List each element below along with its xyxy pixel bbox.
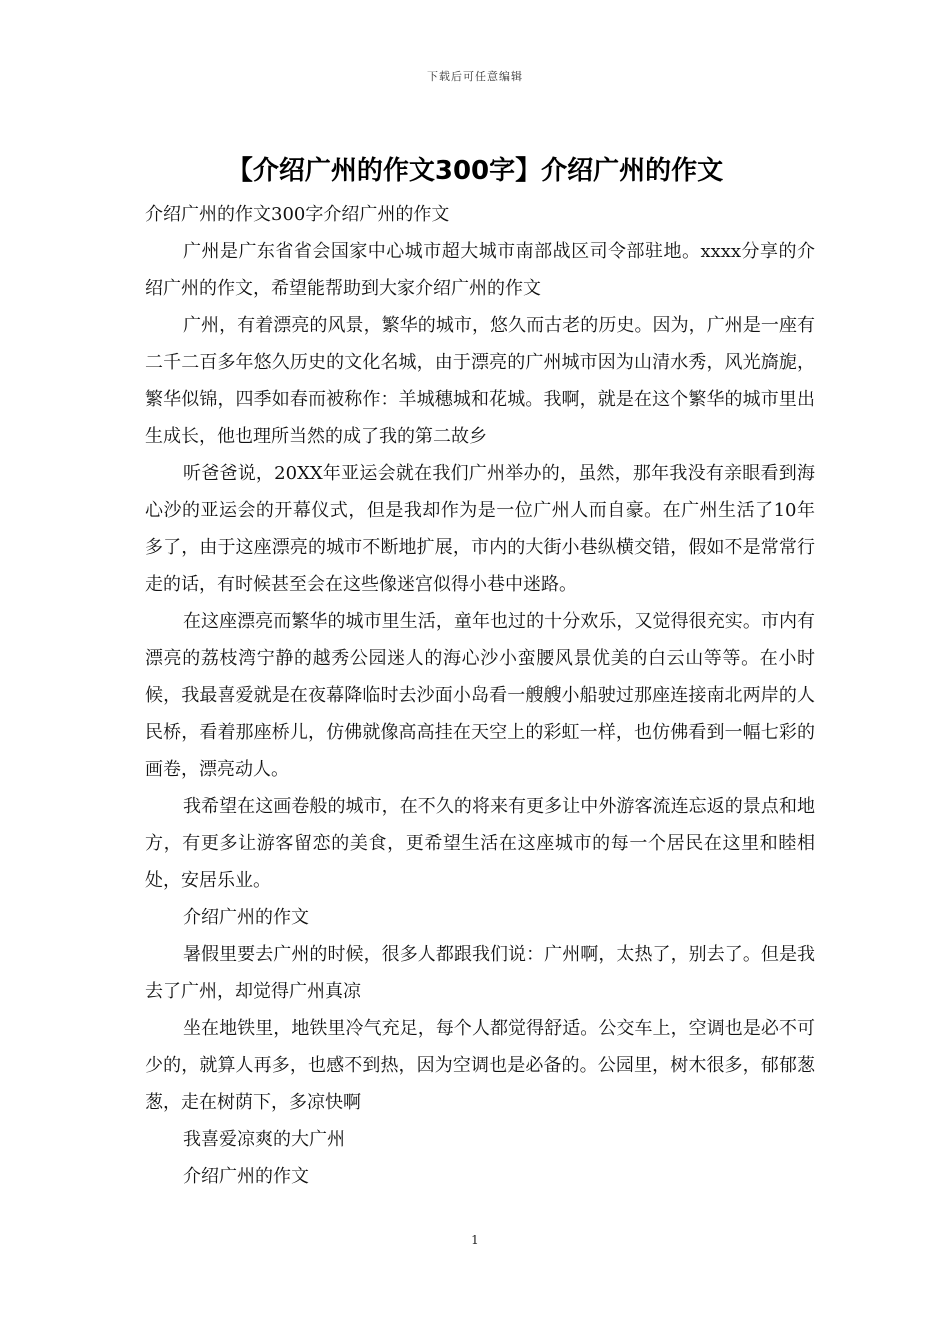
paragraph: 我喜爱凉爽的大广州 [183, 1129, 345, 1150]
paragraph: 介绍广州的作文 [183, 907, 309, 928]
page-number: 1 [471, 1233, 479, 1247]
paragraph: 在这座漂亮而繁华的城市里生活，童年也过的十分欢乐，又觉得很充实。市内有漂亮的荔枝湾宁静的越秀公园迷人的海心沙小蛮腰风景优美的白云山等等。在小时候，我最喜爱就是在夜幕降临时去沙面小岛看一艘艘小船驶过那座连接南北两岸的人民桥，看着那座桥儿，仿佛就像高高挂在天空上的彩虹一样，也仿佛看到一幅七彩的画卷，漂亮动人。 [145, 611, 815, 780]
document-title: 【介绍广州的作文300字】介绍广州的作文 [226, 156, 724, 186]
paragraph: 坐在地铁里，地铁里冷气充足，每个人都觉得舒适。公交车上，空调也是必不可少的，就算人再多，也感不到热，因为空调也是必备的。公园里，树木很多，郁郁葱葱，走在树荫下，多凉快啊 [145, 1018, 815, 1113]
paragraph: 介绍广州的作文 [183, 1166, 309, 1187]
paragraph: 听爸爸说，20XX年亚运会就在我们广州举办的，虽然，那年我没有亲眼看到海心沙的亚运会的开幕仪式，但是我却作为是一位广州人而自豪。在广州生活了10年多了，由于这座漂亮的城市不断地扩展，市内的大街小巷纵横交错，假如不是常常行走的话，有时候甚至会在这些像迷宫似得小巷中迷路。 [145, 463, 815, 595]
document-body [145, 196, 815, 1195]
paragraph: 介绍广州的作文300字介绍广州的作文 [145, 204, 450, 225]
paragraph: 广州，有着漂亮的风景，繁华的城市，悠久而古老的历史。因为，广州是一座有二千二百多年悠久历史的文化名城，由于漂亮的广州城市因为山清水秀，风光旖旎，繁华似锦，四季如春而被称作：羊城穗城和花城。我啊，就是在这个繁华的城市里出生成长，他也理所当然的成了我的第二故乡 [145, 315, 815, 447]
paragraph: 我希望在这画卷般的城市，在不久的将来有更多让中外游客流连忘返的景点和地方，有更多让游客留恋的美食，更希望生活在这座城市的每一个居民在这里和睦相处，安居乐业。 [145, 796, 815, 891]
paragraph: 暑假里要去广州的时候，很多人都跟我们说：广州啊，太热了，别去了。但是我去了广州，却觉得广州真凉 [145, 944, 815, 1002]
paragraph: 广州是广东省省会国家中心城市超大城市南部战区司令部驻地。xxxx分享的介绍广州的作文，希望能帮助到大家介绍广州的作文 [145, 241, 815, 299]
page-header: 下载后可任意编辑 [427, 70, 523, 83]
